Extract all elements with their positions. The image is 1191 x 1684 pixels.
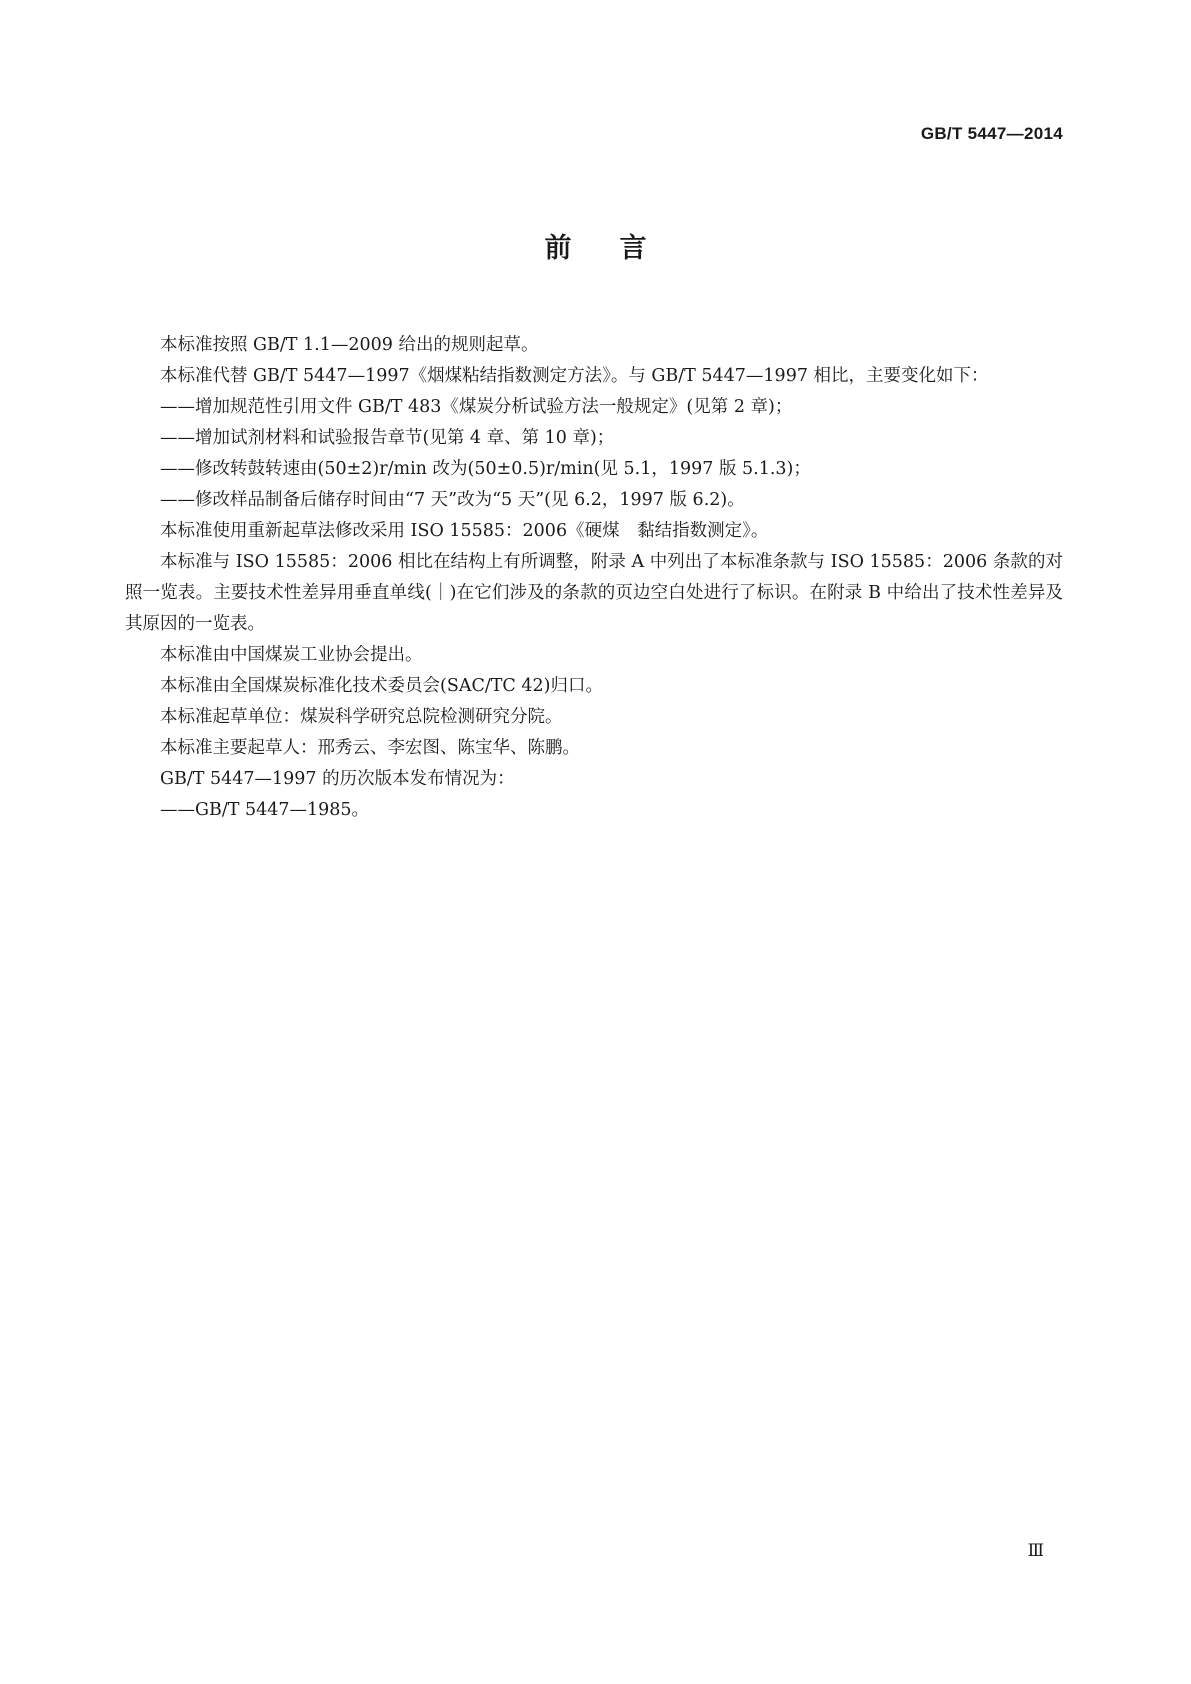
change-item: ——增加规范性引用文件 GB/T 483《煤炭分析试验方法一般规定》(见第 2 章)； — [160, 397, 793, 417]
paragraph-drafters: 本标准主要起草人：邢秀云、李宏图、陈宝华、陈鹏。 — [160, 738, 580, 758]
change-item: ——修改转鼓转速由(50±2)r/min 改为(50±0.5)r/min(见 5.1，1997 版 5.1.3)； — [160, 459, 811, 479]
page-title: 前言 — [544, 233, 695, 264]
paragraph-structure: 本标准与 ISO 15585：2006 相比在结构上有所调整，附录 A 中列出了本标准条款与 ISO 15585：2006 条款的对照一览表。主要技术性差异用垂直单线(｜)在它们涉及的条款的页边空白处进行了标识。在附录 B 中给出了技术性差异及其原因的一览表。 — [125, 552, 1063, 634]
paragraph-proposer: 本标准由中国煤炭工业协会提出。 — [160, 645, 423, 665]
change-item: ——增加试剂材料和试验报告章节(见第 4 章、第 10 章)； — [160, 428, 615, 448]
paragraph-drafting-unit: 本标准起草单位：煤炭科学研究总院检测研究分院。 — [160, 707, 563, 727]
change-item: ——修改样品制备后储存时间由“7 天”改为“5 天”(见 6.2，1997 版 6.2)。 — [160, 490, 745, 510]
paragraph-drafting-rules: 本标准按照 GB/T 1.1—2009 给出的规则起草。 — [160, 335, 539, 355]
page-number: Ⅲ — [1027, 1541, 1044, 1560]
paragraph-replaces: 本标准代替 GB/T 5447—1997《烟煤粘结指数测定方法》。与 GB/T 5447—1997 相比，主要变化如下： — [160, 366, 989, 386]
paragraph-history: GB/T 5447—1997 的历次版本发布情况为： — [160, 769, 515, 789]
foreword-body — [125, 330, 1063, 826]
standard-number: GB/T 5447—2014 — [920, 124, 1063, 143]
paragraph-committee: 本标准由全国煤炭标准化技术委员会(SAC/TC 42)归口。 — [160, 676, 603, 696]
history-item: ——GB/T 5447—1985。 — [160, 800, 370, 820]
paragraph-adoption: 本标准使用重新起草法修改采用 ISO 15585：2006《硬煤 黏结指数测定》。 — [160, 521, 769, 541]
